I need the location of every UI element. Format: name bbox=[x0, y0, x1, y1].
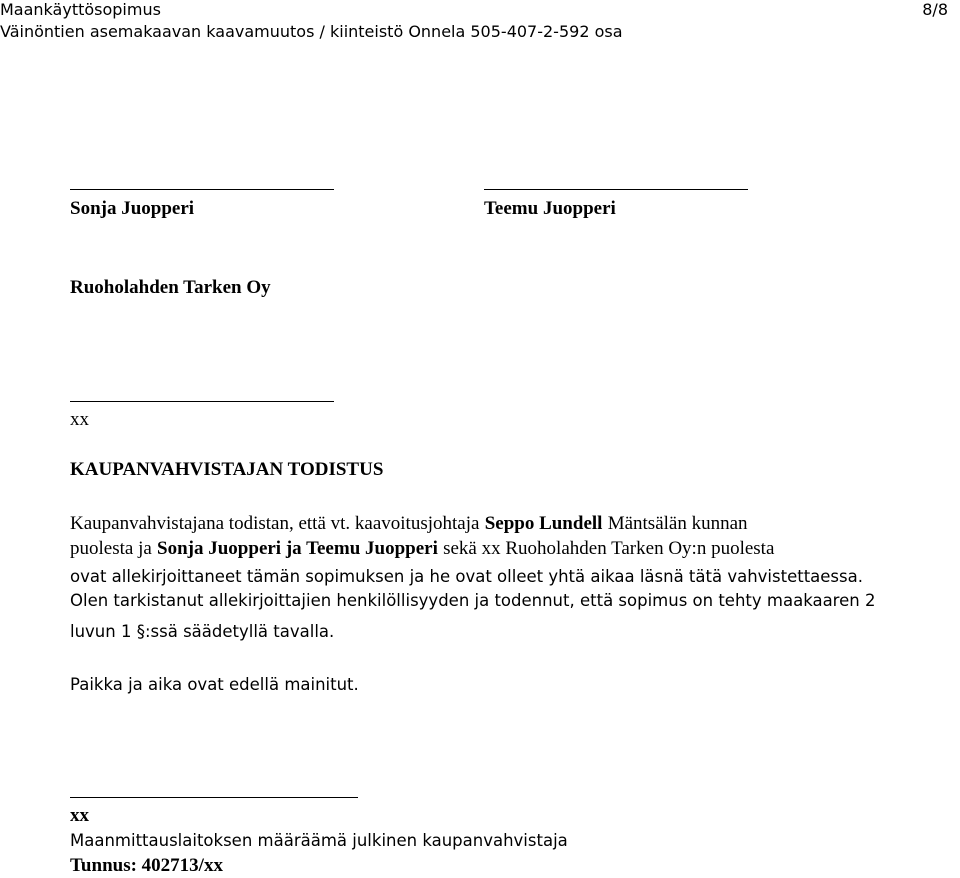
certificate-line-2 bbox=[70, 537, 960, 561]
notary-id: Tunnus: 402713/xx bbox=[70, 855, 223, 876]
notary-name: xx bbox=[70, 805, 89, 826]
certificate-line-4: Olen tarkistanut allekirjoittajien henkilöllisyyden ja todennut, että sopimus on tehty maakaaren 2 bbox=[70, 591, 876, 610]
signer-name-2: Teemu Juopperi bbox=[484, 198, 616, 219]
signature-line-company bbox=[70, 401, 334, 402]
signer-names-bold: Sonja Juopperi ja Teemu Juopperi bbox=[157, 538, 438, 559]
signature-line-2 bbox=[484, 189, 748, 190]
certificate-line-5 bbox=[70, 620, 960, 644]
page-number: 8/8 bbox=[922, 0, 948, 19]
certificate-text: :ssä säädetyllä tavalla. bbox=[144, 622, 335, 641]
signer-name-1: Sonja Juopperi bbox=[70, 198, 195, 219]
place-and-time: Paikka ja aika ovat edellä mainitut. bbox=[70, 675, 359, 694]
notary-title: Maanmittauslaitoksen määräämä julkinen kaupanvahvistaja bbox=[70, 831, 568, 850]
official-name: Seppo Lundell bbox=[484, 513, 603, 534]
certificate-text: puolesta ja bbox=[70, 538, 152, 559]
signature-line-1 bbox=[70, 189, 334, 190]
document-title: Maankäyttösopimus bbox=[0, 0, 161, 19]
certificate-text: Mäntsälän kunnan bbox=[607, 513, 748, 534]
certificate-line-1 bbox=[70, 512, 960, 536]
certificate-line-3: ovat allekirjoittaneet tämän sopimuksen ja he ovat olleet yhtä aikaa läsnä tätä vahvistettaessa. bbox=[70, 567, 863, 586]
company-name: Ruoholahden Tarken Oy bbox=[70, 277, 271, 298]
section-symbol: § bbox=[136, 622, 145, 641]
certificate-text: sekä xx Ruoholahden Tarken Oy:n puolesta bbox=[443, 538, 775, 559]
certificate-text: luvun 1 bbox=[70, 622, 132, 641]
certificate-text: Kaupanvahvistajana todistan, että vt. kaavoitusjohtaja bbox=[70, 513, 480, 534]
company-signer-name: xx bbox=[70, 409, 89, 430]
signature-line-notary bbox=[70, 797, 358, 798]
document-subtitle: Väinöntien asemakaavan kaavamuutos / kiinteistö Onnela 505-407-2-592 osa bbox=[0, 22, 623, 41]
certificate-heading: KAUPANVAHVISTAJAN TODISTUS bbox=[70, 459, 384, 480]
